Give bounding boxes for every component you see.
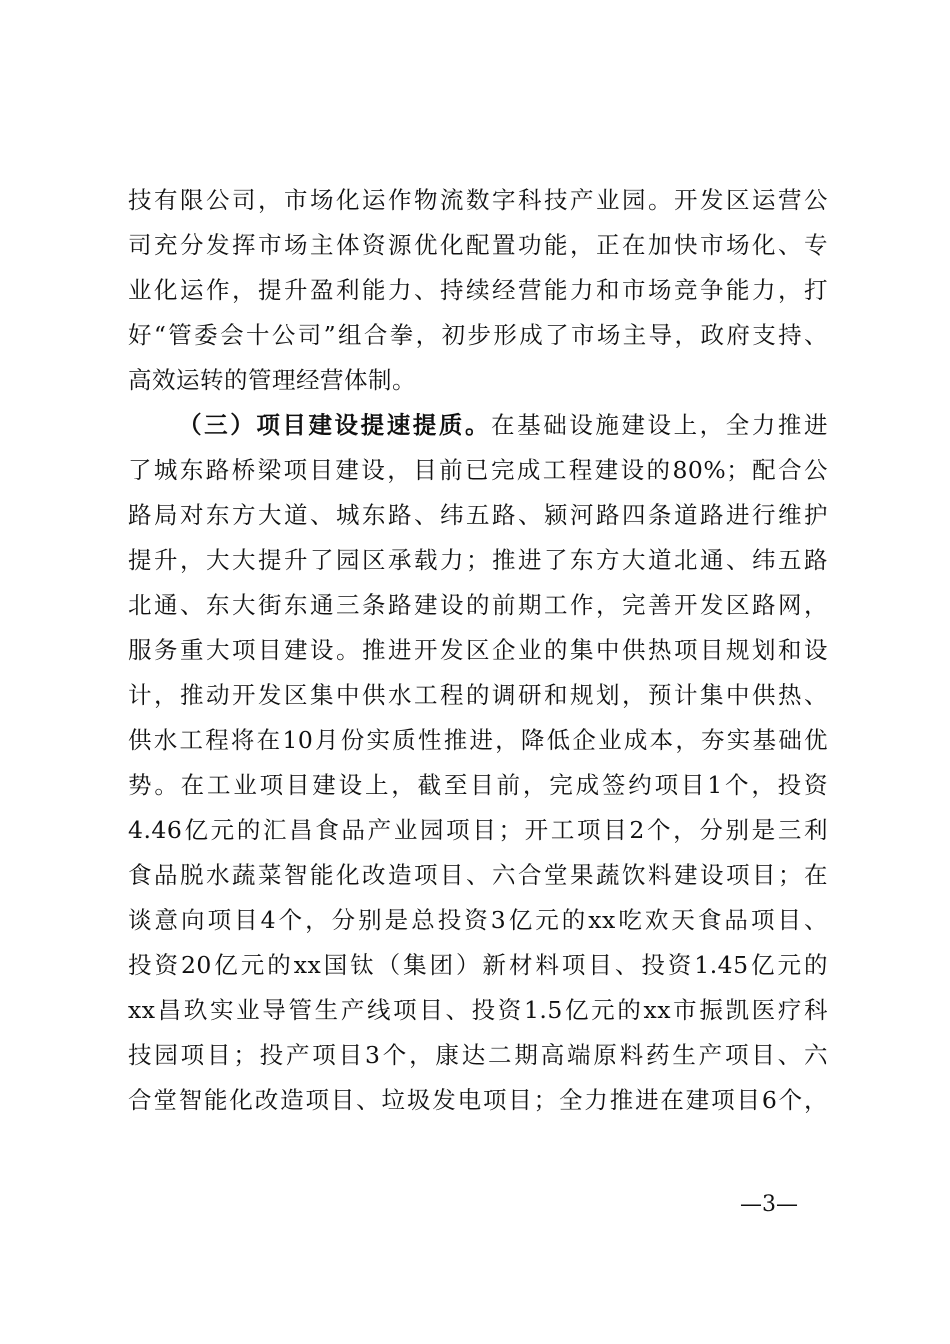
text-line: xx昌玖实业导管生产线项目、投资1.5亿元的xx市振凯医疗科	[128, 996, 828, 1024]
text-line: 计，推动开发区集中供水工程的调研和规划，预计集中供热、	[128, 681, 828, 709]
text-line: 技有限公司，市场化运作物流数字科技产业园。开发区运营公	[128, 186, 828, 214]
text-line: 食品脱水蔬菜智能化改造项目、六合堂果蔬饮料建设项目；在	[128, 861, 828, 889]
paragraph-heading-line	[128, 407, 828, 452]
section-heading: （三）项目建设提速提质。	[176, 411, 492, 439]
text-line: 路局对东方大道、城东路、纬五路、颍河路四条道路进行维护	[128, 501, 828, 529]
text-line: 谈意向项目4个，分别是总投资3亿元的xx吃欢天食品项目、	[128, 906, 828, 934]
text-line: 了城东路桥梁项目建设，目前已完成工程建设的80%；配合公	[128, 456, 828, 484]
text-line: 高效运转的管理经营体制。	[128, 366, 416, 394]
text-line: 势。在工业项目建设上，截至目前，完成签约项目1个，投资	[128, 771, 828, 799]
text-line: 北通、东大街东通三条路建设的前期工作，完善开发区路网，	[128, 591, 828, 619]
text-line: 合堂智能化改造项目、垃圾发电项目；全力推进在建项目6个，	[128, 1086, 828, 1114]
text-line: 投资20亿元的xx国钛（集团）新材料项目、投资1.45亿元的	[128, 951, 828, 979]
text-line: 司充分发挥市场主体资源优化配置功能，正在加快市场化、专	[128, 231, 828, 259]
text-line: 供水工程将在10月份实质性推进，降低企业成本，夯实基础优	[128, 726, 828, 754]
text-line: 提升，大大提升了园区承载力；推进了东方大道北通、纬五路	[128, 546, 828, 574]
text-line: 服务重大项目建设。推进开发区企业的集中供热项目规划和设	[128, 636, 828, 664]
text-run: 在基础设施建设上，全力推进	[491, 411, 829, 439]
text-line: 技园项目；投产项目3个，康达二期高端原料药生产项目、六	[128, 1041, 828, 1069]
text-line: 4.46亿元的汇昌食品产业园项目；开工项目2个，分别是三利	[128, 816, 828, 844]
text-line: 业化运作，提升盈利能力、持续经营能力和市场竞争能力，打	[128, 276, 828, 304]
page-number: —3—	[740, 1192, 798, 1217]
text-line: 好“管委会十公司”组合拳，初步形成了市场主导，政府支持、	[128, 321, 828, 349]
body-text	[128, 182, 828, 1127]
